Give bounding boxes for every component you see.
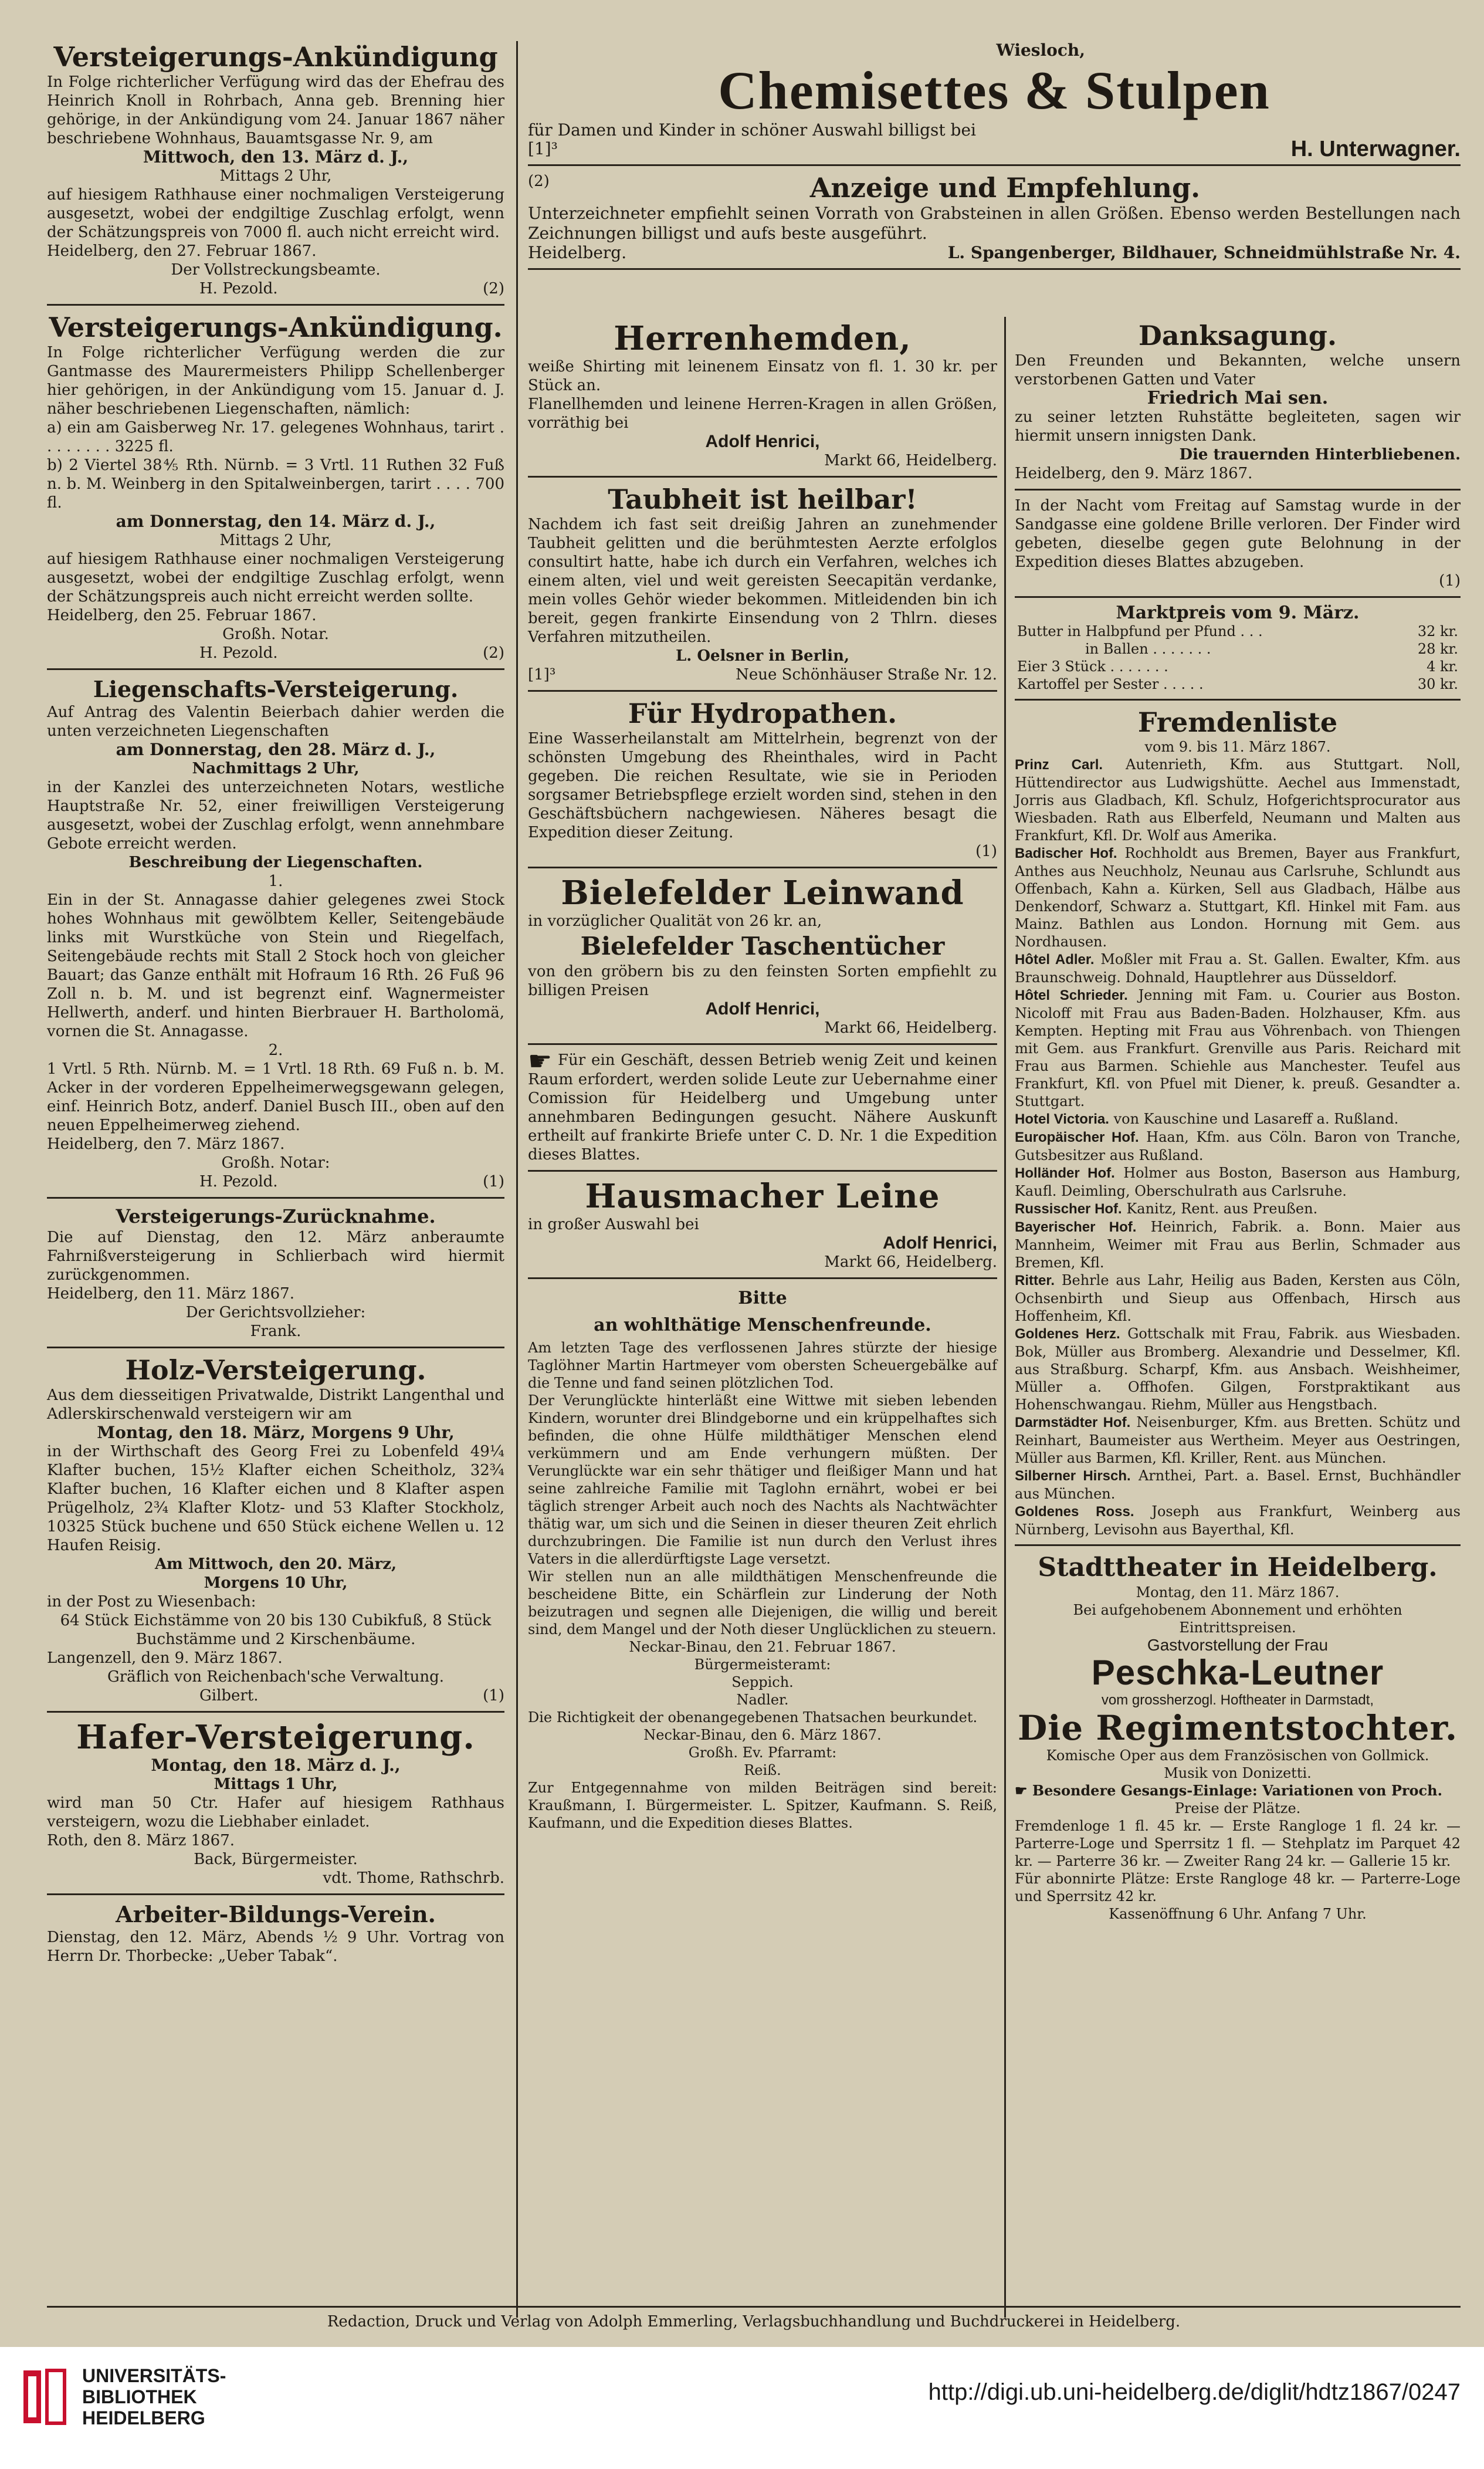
- divider: [1015, 596, 1461, 598]
- library-name: [82, 2365, 226, 2429]
- divider: [47, 1347, 504, 1348]
- markt-table: [1015, 623, 1461, 693]
- ad3-n2: 2.: [268, 1041, 283, 1059]
- ad3-n1: 1.: [268, 872, 283, 890]
- theater-from: vom grossherzogl. Hoftheater in Darmstadt,: [1101, 1692, 1374, 1708]
- library-name-line1: UNIVERSITÄTS-: [82, 2365, 226, 2386]
- theater-prices-title: Preise der Plätze.: [1174, 1800, 1301, 1817]
- ad5-date: Montag, den 18. März, Morgens 9 Uhr,: [97, 1423, 455, 1442]
- library-name-line2: BIBLIOTHEK: [82, 2386, 197, 2407]
- biele-title2: Bielefelder Taschentücher: [580, 932, 945, 960]
- column-rule-1: [516, 41, 518, 2318]
- bitte-text3: Wir stellen nun an alle mildthätigen Menschenfreunde die bescheidene Bitte, ein Schärflein zur Linderung der Noth beizutragen und segnen alle Diejenigen, die willig und bereit sind, dem Mangel und der Noth dieser Unglücklichen zu steuern.: [528, 1568, 997, 1638]
- markt-price: 4 kr.: [1427, 658, 1458, 675]
- table-row: [1015, 623, 1461, 640]
- banner-town: Wiesloch,: [996, 40, 1085, 60]
- dank-title: Danksagung.: [1139, 320, 1337, 351]
- herren-text: weiße Shirting mit leinenem Einsatz von fl. 1. 30 kr. per Stück an.: [528, 358, 997, 394]
- guest-names: Heinrich, Fabrik. a. Bonn. Maier aus Mannheim, Weimer mit Frau aus Berlin, Schmader aus Bremen, Kfl.: [1015, 1219, 1461, 1271]
- hotel-name: Russischer Hof.: [1015, 1201, 1122, 1217]
- ad3-subtitle: Beschreibung der Liegenschaften.: [128, 854, 423, 871]
- ad4-sign: Frank.: [250, 1323, 301, 1340]
- banner-text: für Damen und Kinder in schöner Auswahl billigst bei: [528, 120, 976, 140]
- markt-item: Kartoffel per Sester . . . . .: [1017, 676, 1204, 692]
- list-item: [1015, 1467, 1461, 1503]
- ad3-text2: in der Kanzlei des unterzeichneten Notars, westliche Hauptstraße Nr. 52, einer freiwilligen Versteigerung ausgesetzt, wobei der Zuschlag erfolgt, wenn annehmbare Gebote erreicht werden.: [47, 779, 504, 853]
- theater-genre: Komische Oper aus dem Französischen von Gollmick.: [1046, 1747, 1429, 1764]
- dank-place: Heidelberg, den 9. März 1867.: [1015, 465, 1253, 482]
- theater-special: Besondere Gesangs-Einlage: Variationen von Proch.: [1032, 1782, 1442, 1799]
- ad6-sign2: vdt. Thome, Rathschrb.: [323, 1869, 504, 1887]
- ad3-place: Heidelberg, den 7. März 1867.: [47, 1135, 285, 1153]
- bitte-office2: Großh. Ev. Pfarramt:: [688, 1744, 837, 1761]
- biele-text2: von den gröbern bis zu den feinsten Sorten empfiehlt zu billigen Preisen: [528, 963, 997, 999]
- ad3-text: Auf Antrag des Valentin Beierbach dahier werden die unten verzeichneten Liegenschaften: [47, 704, 504, 740]
- biele-addr: Markt 66, Heidelberg.: [824, 1019, 997, 1037]
- theater-abon: Für abonnirte Plätze: Erste Rangloge 48 kr. — Parterre-Loge und Sperrsitz 42 kr.: [1015, 1871, 1461, 1905]
- ad5-place: Langenzell, den 9. März 1867.: [47, 1649, 283, 1667]
- taub-title: Taubheit ist heilbar!: [608, 483, 917, 515]
- ad3-sign: H. Pezold.: [199, 1173, 278, 1190]
- list-item: [1015, 1200, 1461, 1218]
- biele-text: in vorzüglicher Qualität von 26 kr. an,: [528, 912, 822, 930]
- ad5-text4: 64 Stück Eichstämme von 20 bis 130 Cubikfuß, 8 Stück Buchstämme und 2 Kirschenbäume.: [60, 1612, 492, 1648]
- ad2-text2: auf hiesigem Rathhause einer nochmaligen Versteigerung ausgesetzt, wobei der endgiltige Zuschlag erfolgt, wenn der Schätzungspreis auch nicht erreicht werden sollte.: [47, 550, 504, 606]
- bitte-text4: Die Richtigkeit der obenangegebenen Thatsachen beurkundet.: [528, 1709, 978, 1726]
- ad5-text3: in der Post zu Wiesenbach:: [47, 1593, 256, 1611]
- library-logo-icon: [18, 2365, 70, 2429]
- table-row: [1015, 658, 1461, 675]
- theater-text: Bei aufgehobenem Abonnement und erhöhten Eintrittspreisen.: [1073, 1602, 1402, 1636]
- imprint-rule: [47, 2306, 1461, 2331]
- theater-special-row: [1015, 1782, 1461, 1800]
- divider: [528, 1277, 997, 1279]
- bitte-text: Am letzten Tage des verflossenen Jahres stürzte der hiesige Taglöhner Martin Hartmeyer vom obersten Scheuergebälke auf die Tenne und fand seinen plötzlichen Tod.: [528, 1340, 997, 1391]
- ad6-date: Montag, den 18. März d. J.,: [151, 1756, 401, 1775]
- dank-text2: zu seiner letzten Ruhstätte begleiteten, sagen wir hiermit unsern innigsten Dank.: [1015, 408, 1461, 445]
- markt-item: Butter in Halbpfund per Pfund . . .: [1017, 623, 1263, 640]
- divider: [47, 1893, 504, 1895]
- biele-title: Bielefelder Leinwand: [561, 874, 964, 912]
- ad3-item2: 1 Vrtl. 5 Rth. Nürnb. M. = 1 Vrtl. 18 Rth. 69 Fuß n. b. M. Acker in der vorderen Eppelheimerwegsgewann gelegen, einf. Heinrich Botz, anderf. Daniel Busch III., oben auf den neuen Eppelheimerweg ziehend.: [47, 1060, 504, 1134]
- guest-names: Gottschalk mit Frau, Fabrik. aus Wiesbaden. Bok, Müller aus Bromberg. Alexandrie und Desselmer, Kfl. aus Straßburg. Scharpf, Kfm. aus Ansbach. Weishheimer, Müller a. Offhofen. Gilgen, Forstpraktikant aus Hohenschwangau. Riehm, Müller aus Hengstbach.: [1015, 1325, 1461, 1413]
- table-row: [1015, 640, 1461, 658]
- guest-names: Rochholdt aus Bremen, Bayer aus Frankfurt, Anthes aus Neuchholz, Neunau aus Carlsruhe, Schlundt aus Offenbach, Kahn a. Kürken, Sell aus Gladbach, Hälbe aus Denkendorf, Schwarz a. Stuttgart, Kfl. Hinkel mit Fam. aus Mainz. Bathlen aus London. Hornung mit Gem. aus Nordhausen.: [1015, 845, 1461, 950]
- ad1-num: (2): [483, 280, 504, 297]
- ad5-num: (1): [483, 1687, 504, 1704]
- ad5-title: Holz-Versteigerung.: [125, 1354, 426, 1386]
- bitte-sign2: Nadler.: [736, 1692, 789, 1708]
- list-item: [1015, 1218, 1461, 1271]
- hotel-name: Darmstädter Hof.: [1015, 1415, 1131, 1430]
- fremd-list: [1015, 756, 1461, 1538]
- bitte-text5: Zur Entgegennahme von milden Beiträgen sind bereit: Kraußmann, I. Bürgermeister. L. Spitzer, Kaufmann. S. Reiß, Kaufmann, und die Expedition dieses Blattes.: [528, 1780, 997, 1831]
- ad7-title: Arbeiter-Bildungs-Verein.: [116, 1901, 436, 1927]
- herren-name: Adolf Henrici,: [705, 432, 820, 451]
- banner-title: Chemisettes & Stulpen: [718, 60, 1270, 120]
- hydro-title: Für Hydropathen.: [628, 698, 897, 729]
- ad4-text: Die auf Dienstag, den 12. März anberaumte Fahrnißversteigerung in Schlierbach wird hiermit zurückgenommen.: [47, 1229, 504, 1284]
- anz-num: (2): [528, 173, 550, 190]
- guest-names: Neisenburger, Kfm. aus Bretten. Schütz und Reinhart, Baumeister aus Wertheim. Meyer aus Oestringen, Müller aus Barmen, Kfl. Kriller, Rent. aus München.: [1015, 1414, 1461, 1466]
- theater-name: Peschka-Leutner: [1091, 1653, 1384, 1692]
- ad3-item1: Ein in der St. Annagasse dahier gelegenes zwei Stock hohes Wohnhaus mit gewölbtem Keller, Seitengebäude links mit Wurstküche von Stein und Riegelfach, Seitengebäude rechts mit Stall 2 Stock hoch von gleicher Bauart; das Ganze enthält mit Hofraum 16 Rth. 26 Fuß 96 Zoll n. b. M. und ist begrenzt einf. Wagnermeister Hellwerth, anderf. und hinten Bierbrauer H. Bartholomä, vornen die St. Annagasse.: [47, 891, 504, 1040]
- list-item: [1015, 1413, 1461, 1467]
- guest-names: Joseph aus Frankfurt, Weinberg aus Nürnberg, Levisohn aus Bayerthal, Kfl.: [1015, 1503, 1461, 1538]
- ad3-time: Nachmittags 2 Uhr,: [192, 760, 360, 777]
- divider: [528, 867, 997, 868]
- ad6-sign1: Back, Bürgermeister.: [194, 1851, 358, 1868]
- imprint-line: Redaction, Druck und Verlag von Adolph Emmerling, Verlagsbuchhandlung und Buchdruckerei in Heidelberg.: [327, 2313, 1181, 2331]
- column-1: [47, 41, 504, 1966]
- ad2-item-a: a) ein am Gaisberweg Nr. 17. gelegenes Wohnhaus, tarirt . . . . . . . . 3225 fl.: [47, 419, 504, 455]
- ad2-office: Großh. Notar.: [222, 625, 329, 643]
- ad2-time: Mittags 2 Uhr,: [219, 532, 332, 549]
- column-3: [1015, 320, 1461, 1923]
- divider: [1015, 1544, 1461, 1546]
- ad3-office: Großh. Notar:: [221, 1154, 330, 1172]
- bitte-sign3: Reiß.: [744, 1762, 781, 1778]
- ad2-place: Heidelberg, den 25. Februar 1867.: [47, 607, 317, 624]
- ad3-num: (1): [483, 1173, 504, 1190]
- brille-num: (1): [1439, 572, 1461, 590]
- theater-open: Kassenöffnung 6 Uhr. Anfang 7 Uhr.: [1109, 1906, 1367, 1922]
- hotel-name: Goldenes Herz.: [1015, 1326, 1120, 1342]
- ad1-text2: auf hiesigem Rathhause einer nochmaligen Versteigerung ausgesetzt, wobei der endgiltige Zuschlag erfolgt, wenn der Schätzungspreis von 7000 fl. auch nicht erreicht wird.: [47, 186, 504, 241]
- hotel-name: Hotel Victoria.: [1015, 1111, 1109, 1127]
- markt-price: 28 kr.: [1417, 641, 1458, 657]
- bitte-sign1: Seppich.: [731, 1674, 794, 1690]
- brille-text: In der Nacht vom Freitag auf Samstag wurde in der Sandgasse eine goldene Brille verloren. Der Finder wird gebeten, dieselbe gegen gute Belohnung in der Expedition dieses Blattes abzugeben.: [1015, 497, 1461, 571]
- anz-place: Heidelberg.: [528, 243, 627, 262]
- guest-names: Kanitz, Rent. aus Preußen.: [1126, 1200, 1318, 1217]
- hotel-name: Silberner Hirsch.: [1015, 1468, 1131, 1484]
- haus-title: Hausmacher Leine: [585, 1177, 940, 1216]
- markt-price: 32 kr.: [1417, 623, 1458, 640]
- ad6-time: Mittags 1 Uhr,: [214, 1775, 338, 1793]
- ad4-place: Heidelberg, den 11. März 1867.: [47, 1285, 294, 1303]
- ad1-place: Heidelberg, den 27. Februar 1867.: [47, 242, 317, 260]
- ad7-text: Dienstag, den 12. März, Abends ½ 9 Uhr. Vortrag von Herrn Dr. Thorbecke: „Ueber Tabak“.: [47, 1929, 504, 1965]
- haus-text: in großer Auswahl bei: [528, 1216, 699, 1233]
- hotel-name: Europäischer Hof.: [1015, 1129, 1139, 1145]
- column-rule-2: [1004, 317, 1006, 2318]
- dank-sign: Die trauernden Hinterbliebenen.: [1179, 446, 1461, 464]
- haus-name: Adolf Henrici,: [882, 1233, 997, 1253]
- ad1-time: Mittags 2 Uhr,: [219, 167, 332, 185]
- guest-names: Autenrieth, Kfm. aus Stuttgart. Noll, Hüttendirector aus Ludwigshütte. Aechel aus Immenstadt, Jorris aus Gladbach, Kfl. Schulz, Hofgerichtsprocurator aus Wiesbaden. Rath aus Elberfeld, Neumann und Malten aus Frankfurt, Kfl. Dr. Wolf aus Amerika.: [1015, 756, 1461, 844]
- ad3-title: Liegenschafts-Versteigerung.: [93, 676, 459, 702]
- ad1-text: In Folge richterlicher Verfügung wird das der Ehefrau des Heinrich Knoll in Rohrbach, Anna geb. Brenning hier gehörige, in der Ankündigung vom 24. Januar 1867 näher beschriebene Wohnhaus, Bauamtsgasse Nr. 9, am: [47, 73, 504, 147]
- ad1-sign: H. Pezold.: [199, 280, 278, 297]
- guest-names: Arnthei, Part. a. Basel. Ernst, Buchhändler aus München.: [1015, 1467, 1461, 1502]
- dank-name: Friedrich Mai sen.: [1147, 388, 1329, 408]
- bitte-office: Bürgermeisteramt:: [694, 1656, 831, 1673]
- biele-name: Adolf Henrici,: [705, 999, 820, 1019]
- bitte-title2: an wohlthätige Menschenfreunde.: [594, 1315, 931, 1335]
- taub-addr: Neue Schönhäuser Straße Nr. 12.: [736, 666, 997, 684]
- hydro-num: (1): [975, 843, 997, 860]
- list-item: [1015, 951, 1461, 986]
- hotel-name: Goldenes Ross.: [1015, 1504, 1134, 1520]
- theater-title: Stadttheater in Heidelberg.: [1038, 1553, 1438, 1582]
- ad2-num: (2): [483, 644, 504, 662]
- table-row: [1015, 675, 1461, 693]
- ad6-title: Hafer-Versteigerung.: [76, 1718, 475, 1757]
- markt-item: in Ballen . . . . . . .: [1085, 641, 1211, 657]
- theater-prices: Fremdenloge 1 fl. 45 kr. — Erste Rangloge 1 fl. 24 kr. — Parterre-Loge und Sperrsitz 1 fl. — Stehplatz im Parquet 42 kr. — Parterre 36 kr. — Zweiter Rang 24 kr. — Gallerie 15 kr.: [1015, 1818, 1461, 1869]
- hotel-name: Prinz Carl.: [1015, 757, 1103, 773]
- list-item: [1015, 1110, 1461, 1128]
- library-logo[interactable]: [18, 2365, 226, 2429]
- theater-date: Montag, den 11. März 1867.: [1136, 1584, 1340, 1601]
- divider: [528, 476, 997, 478]
- ad5-office: Gräflich von Reichenbach'sche Verwaltung.: [107, 1668, 445, 1686]
- ad2-sign: H. Pezold.: [199, 644, 278, 662]
- fremd-sub: vom 9. bis 11. März 1867.: [1144, 739, 1331, 755]
- dank-text: Den Freunden und Bekannten, welche unsern verstorbenen Gatten und Vater: [1015, 352, 1461, 388]
- divider: [528, 690, 997, 692]
- herren-title: Herrenhemden,: [614, 319, 912, 358]
- divider: [528, 268, 1461, 270]
- ad5-time2: Morgens 10 Uhr,: [204, 1574, 348, 1592]
- guest-names: Holmer aus Boston, Baserson aus Hamburg, Kaufl. Deimling, Oberschulrath aus Carlsruhe.: [1015, 1165, 1461, 1199]
- divider: [1015, 699, 1461, 701]
- ad5-sign: Gilbert.: [199, 1687, 259, 1704]
- divider: [47, 1197, 504, 1199]
- hydro-text: Eine Wasserheilanstalt am Mittelrhein, begrenzt von der schönsten Umgebung des Rheinthales, wird in Pacht gegeben. Die reichen Resultate, wie sie in Perioden sorgsamer Betriebspflege erzielt worden sind, stehen in den Geschäftsbüchern nachgewiesen. Näheres besagt die Expedition dieser Zeitung.: [528, 730, 997, 841]
- hotel-name: Holländer Hof.: [1015, 1165, 1115, 1181]
- ad4-office: Der Gerichtsvollzieher:: [185, 1304, 366, 1321]
- markt-item: Eier 3 Stück . . . . . . .: [1017, 658, 1168, 675]
- theater-music: Musik von Donizetti.: [1164, 1765, 1312, 1781]
- comm-block: [528, 1045, 998, 1164]
- pointing-hand-icon: ☛: [528, 1045, 553, 1077]
- guest-names: Jenning mit Fam. u. Courier aus Boston. Nicoloff mit Frau aus Baden-Baden. Holzhauser, Kfm. aus Kempten. Hepting mit Frau aus Vöhrenbach. von Thiengen mit Gem. aus Frankfurt. Grenville aus Paris. Reichard mit Frau aus Barmen. Schiehle aus Manchester. Teufel aus Frankfurt, Kfl. von Pfuel mit Diener, k. preuß. Gesandter a. Stuttgart.: [1015, 987, 1461, 1110]
- markt-title: Marktpreis vom 9. März.: [1116, 603, 1360, 623]
- list-item: [1015, 1164, 1461, 1200]
- ad4-title: Versteigerungs-Zurücknahme.: [116, 1205, 436, 1227]
- hotel-name: Hôtel Schrieder.: [1015, 987, 1128, 1003]
- ad5-text2: in der Wirthschaft des Georg Frei zu Lobenfeld 49¼ Klafter buchen, 15½ Klafter eichen Scheitholz, 32¾ Klafter buchen, 16 Klafter eichen und 8 Klafter aspen Prügelholz, 2¾ Klafter Klotz- und 53 Klafter Stockholz, 10325 Stück buchene und 650 Stück eichene Wellen u. 12 Haufen Reisig.: [47, 1443, 504, 1554]
- list-item: [1015, 1325, 1461, 1413]
- hotel-name: Badischer Hof.: [1015, 845, 1117, 861]
- list-item: [1015, 1128, 1461, 1164]
- ad6-text: wird man 50 Ctr. Hafer auf hiesigem Rathhaus versteigern, wozu die Liebhaber einladet.: [47, 1794, 504, 1831]
- list-item: [1015, 844, 1461, 951]
- list-item: [1015, 1271, 1461, 1325]
- taub-text: Nachdem ich fast seit dreißig Jahren an zunehmender Taubheit gelitten und die berühmtesten Aerzte erfolglos consultirt hatte, habe ich durch ein Verfahren, welches ich einem alten, viel und weit gereisten Seecapitän verdanke, mein volles Gehör wieder bekommen. Mitleidenden bin ich bereit, gegen frankirte Einsendung von 2 Thlrn. dieses Verfahren mitzutheilen.: [528, 516, 997, 646]
- hotel-name: Bayerischer Hof.: [1015, 1219, 1137, 1235]
- banner-name: H. Unterwagner.: [1290, 137, 1461, 161]
- anz-text: Unterzeichneter empfiehlt seinen Vorrath von Grabsteinen in allen Größen. Ebenso werden Bestellungen nach Zeichnungen billigst und aufs beste ausgeführt.: [528, 204, 1461, 243]
- markt-price: 30 kr.: [1417, 676, 1458, 692]
- ad6-place: Roth, den 8. März 1867.: [47, 1832, 235, 1849]
- herren-text2: Flanellhemden und leinene Herren-Kragen in allen Größen, vorräthig bei: [528, 395, 997, 432]
- anz-name: L. Spangenberger, Bildhauer, Schneidmühlstraße Nr. 4.: [947, 243, 1461, 262]
- library-name-line3: HEIDELBERG: [82, 2407, 205, 2429]
- hotel-name: Ritter.: [1015, 1273, 1055, 1288]
- divider: [47, 1711, 504, 1713]
- hotel-name: Hôtel Adler.: [1015, 952, 1095, 968]
- herren-addr: Markt 66, Heidelberg.: [824, 452, 997, 469]
- fremd-title: Fremdenliste: [1137, 706, 1338, 738]
- bitte-place: Neckar-Binau, den 21. Februar 1867.: [629, 1639, 896, 1655]
- guest-names: Behrle aus Lahr, Heilig aus Baden, Kersten aus Cöln, Ochsenbirth und Sieup aus Offenbach, Hirsch aus Hoffenheim, Kfl.: [1015, 1272, 1461, 1324]
- theater-guest: Gastvorstellung der Frau: [1147, 1636, 1329, 1654]
- taub-name: L. Oelsner in Berlin,: [675, 647, 850, 665]
- ad3-date: am Donnerstag, den 28. März d. J.,: [116, 740, 436, 759]
- list-item: [1015, 756, 1461, 844]
- ad1-title: Versteigerungs-Ankündigung: [53, 41, 498, 73]
- pointing-hand-icon: ☛: [1015, 1782, 1028, 1799]
- divider: [1015, 489, 1461, 491]
- guest-names: Haan, Kfm. aus Cöln. Baron von Tranche, Gutsbesitzer aus Rußland.: [1015, 1129, 1461, 1164]
- divider: [528, 1170, 997, 1172]
- banner-num: [1]³: [528, 139, 558, 158]
- bitte-title: Bitte: [738, 1288, 787, 1308]
- top-banner: [528, 41, 1461, 276]
- comm-text: Für ein Geschäft, dessen Betrieb wenig Zeit und keinen Raum erfordert, werden solide Leute zur Uebernahme einer Comission für Heidelberg und Umgebung unter annehmbaren Bedingungen gesucht. Nähere Auskunft ertheilt auf frankirte Briefe unter C. D. Nr. 1 die Expedition dieses Blattes.: [528, 1051, 998, 1164]
- theater-play: Die Regimentstochter.: [1017, 1708, 1458, 1748]
- divider: [47, 304, 504, 306]
- list-item: [1015, 1503, 1461, 1538]
- bitte-text2: Der Verunglückte hinterläßt eine Wittwe mit sieben lebenden Kindern, worunter drei Blindgeborne und ein krüppelhaftes sich befinden, die ohne Hülfe mildthätiger Menschen elend verkümmern und am Ende verhungern müßten. Der Verunglückte war ein sehr thätiger und fleißiger Mann und hat seine zahlreiche Familie mit Taglohn ernährt, wobei er bei täglich strenger Arbeit auch noch des Nachts als Nachtwächter thätig war, um sich und die Seinen in dieser theuren Zeit ehrlich durchzubringen. Die Familie ist nun durch den Verlust ihres Vaters in die allerdürftigste Lage versetzt.: [528, 1392, 997, 1567]
- haus-addr: Markt 66, Heidelberg.: [824, 1253, 997, 1271]
- anz-title: Anzeige und Empfehlung.: [809, 172, 1201, 204]
- guest-names: von Kauschine und Lasareff a. Rußland.: [1113, 1111, 1399, 1127]
- ad5-text: Aus dem diesseitigen Privatwalde, Distrikt Langenthal und Adlerskirschenwald versteigern wir am: [47, 1386, 504, 1423]
- divider: [47, 668, 504, 670]
- divider: [528, 1043, 997, 1045]
- ad1-office: Der Vollstreckungsbeamte.: [171, 261, 381, 279]
- ad2-item-b: b) 2 Viertel 38⅘ Rth. Nürnb. = 3 Vrtl. 11 Ruthen 32 Fuß n. b. M. Weinberg in den Spitalweinbergen, tarirt . . . . 700 fl.: [47, 456, 504, 512]
- ad2-title: Versteigerungs-Ankündigung.: [49, 312, 503, 343]
- ad1-date: Mittwoch, den 13. März d. J.,: [143, 147, 409, 167]
- column-2: [528, 320, 997, 1832]
- guest-names: Moßler mit Frau a. St. Gallen. Ewalter, Kfm. aus Braunschweig. Dohnald, Hauptlehrer aus Düsseldorf.: [1015, 951, 1461, 986]
- divider: [528, 164, 1461, 166]
- list-item: [1015, 986, 1461, 1110]
- ad2-date: am Donnerstag, den 14. März d. J.,: [116, 512, 436, 531]
- source-url[interactable]: http://digi.ub.uni-heidelberg.de/diglit/hdtz1867/0247: [928, 2379, 1461, 2405]
- taub-num: [1]³: [528, 666, 556, 684]
- ad2-text: In Folge richterlicher Verfügung werden die zur Gantmasse des Maurermeisters Philipp Schellenberger hier gehörigen, in der Ankündigung vom 15. Januar d. J. näher beschriebenen Liegenschaften, nämlich:: [47, 344, 504, 418]
- bitte-place2: Neckar-Binau, den 6. März 1867.: [643, 1727, 882, 1743]
- ad5-date2: Am Mittwoch, den 20. März,: [154, 1555, 397, 1573]
